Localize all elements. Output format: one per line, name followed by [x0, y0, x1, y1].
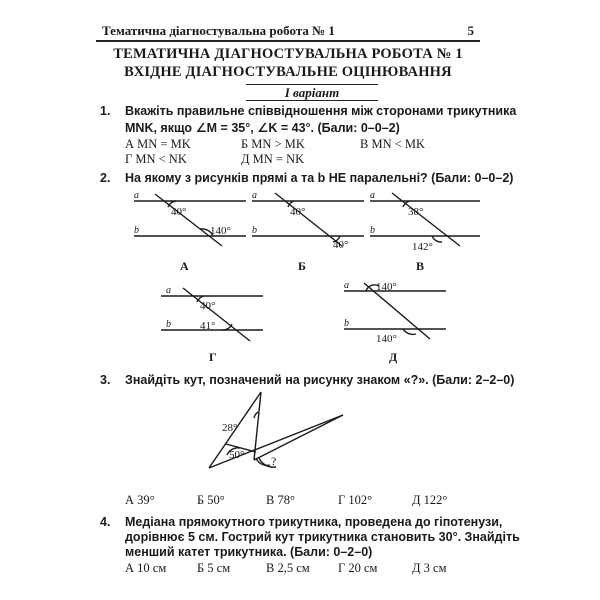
q3-option-c[interactable]: В 78° — [266, 493, 295, 507]
q3-angle-50: 50° — [229, 449, 245, 461]
q4-number: 4. — [100, 515, 111, 529]
q3-text: Знайдіть кут, позначений на рисунку знаком «?». (Бали: 2–2–0) — [125, 373, 515, 387]
q1-option-e[interactable]: Д MN = NK — [241, 152, 305, 166]
q1-option-c[interactable]: В MN < MK — [360, 137, 426, 151]
q4-option-e[interactable]: Д 3 см — [412, 561, 447, 575]
fig-b-line-b: b — [252, 225, 257, 236]
fig-c-line-b: b — [370, 225, 375, 236]
q3-option-a[interactable]: А 39° — [125, 493, 155, 507]
q4-text-line1: Медіана прямокутного трикутника, проведена до гіпотенузи, — [125, 515, 503, 529]
fig-label-b: Б — [298, 259, 306, 273]
q1-option-a[interactable]: А MN = MK — [125, 137, 191, 151]
fig-c-angle-top: 38° — [408, 206, 424, 218]
q4-option-b[interactable]: Б 5 см — [197, 561, 231, 575]
q3-unknown-angle: ? — [271, 454, 277, 468]
variant-label: І варіант — [246, 84, 378, 101]
q4-option-c[interactable]: В 2,5 см — [266, 561, 310, 575]
q3-option-e[interactable]: Д 122° — [412, 493, 448, 507]
q1-text-line2: MNK, якщо ∠M = 35°, ∠K = 43°. (Бали: 0–0–2) — [125, 121, 400, 135]
main-subtitle: ВХІДНЕ ДІАГНОСТУВАЛЬНЕ ОЦІНЮВАННЯ — [124, 64, 452, 80]
fig-d-angle-bottom: 41° — [200, 320, 216, 332]
fig-b-line-a: a — [252, 190, 257, 201]
fig-b-angle-bottom: 40° — [333, 239, 349, 251]
q3-option-b[interactable]: Б 50° — [197, 493, 225, 507]
fig-e-angle-bottom: 140° — [376, 333, 397, 345]
running-header-title: Тематична діагностувальна робота № 1 — [102, 23, 335, 38]
fig-a-line-b: b — [134, 225, 139, 236]
fig-c-angle-bottom: 142° — [412, 241, 433, 253]
q2-number: 2. — [100, 171, 111, 185]
fig-e-line-b: b — [344, 318, 349, 329]
fig-a-line-a: a — [134, 190, 139, 201]
fig-a-angle-top: 40° — [171, 206, 187, 218]
fig-c-line-a: a — [370, 190, 375, 201]
fig-e-line-a: a — [344, 280, 349, 291]
fig-b-angle-top: 40° — [290, 206, 306, 218]
q1-option-d[interactable]: Г MN < NK — [125, 152, 187, 166]
fig-label-c: В — [416, 259, 425, 273]
fig-label-d: Г — [209, 350, 217, 364]
q1-option-b[interactable]: Б MN > MK — [241, 137, 305, 151]
q4-text-line2: дорівнює 5 см. Гострий кут трикутника становить 30°. Знайдіть — [125, 530, 520, 544]
fig-label-e: Д — [389, 350, 398, 364]
page-number: 5 — [467, 23, 474, 38]
fig-label-a: А — [180, 259, 189, 273]
q1-text-line1: Вкажіть правильне співвідношення між сторонами трикутника — [125, 104, 517, 118]
q4-option-a[interactable]: А 10 см — [125, 561, 167, 575]
q4-text-line3: менший катет трикутника. (Бали: 0–2–0) — [125, 545, 373, 559]
q1-number: 1. — [100, 104, 111, 118]
fig-e-angle-top: 140° — [376, 281, 397, 293]
fig-a-angle-bottom: 140° — [210, 225, 231, 237]
fig-d-line-b: b — [166, 319, 171, 330]
q4-option-d[interactable]: Г 20 см — [338, 561, 378, 575]
q3-option-d[interactable]: Г 102° — [338, 493, 373, 507]
q3-angle-28: 28° — [222, 422, 238, 434]
q3-number: 3. — [100, 373, 111, 387]
q2-text: На якому з рисунків прямі a та b НЕ паралельні? (Бали: 0–0–2) — [125, 171, 514, 185]
fig-d-angle-top: 40° — [200, 300, 216, 312]
main-title: ТЕМАТИЧНА ДІАГНОСТУВАЛЬНА РОБОТА № 1 — [113, 46, 463, 62]
fig-d-line-a: a — [166, 285, 171, 296]
